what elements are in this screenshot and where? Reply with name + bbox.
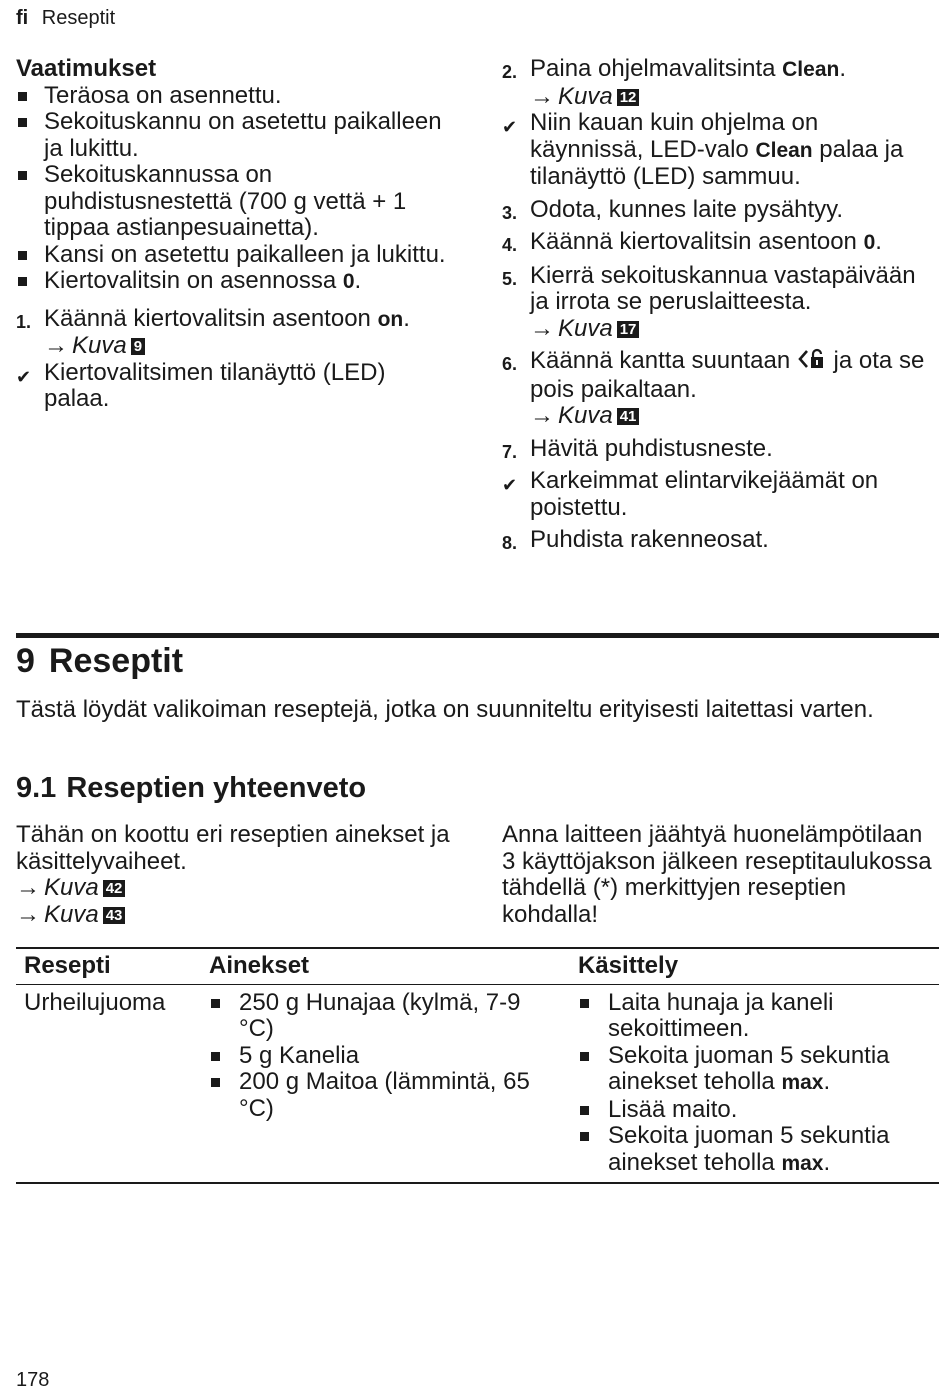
requirement-item: Sekoituskannu on asetettu paikalleen ja lukittu. (16, 109, 456, 162)
bullet-icon (211, 1078, 220, 1087)
figure-badge: 42 (103, 880, 126, 897)
step-number: 7. (502, 441, 518, 462)
ingredients-cell (201, 984, 570, 1183)
bullet-icon (18, 118, 27, 127)
processing-step: Laita hunaja ja kaneli sekoittimeen. (578, 990, 931, 1043)
subsection-number: 9.1 (16, 772, 57, 804)
processing-cell (570, 984, 939, 1183)
bullet-icon (211, 1052, 220, 1061)
bullet-icon (18, 171, 27, 180)
bullet-icon (18, 251, 27, 260)
figure-ref: Kuva (558, 82, 613, 110)
step-8: 8. Puhdista rakenneosat. (502, 527, 937, 554)
left-column (16, 56, 456, 413)
step-number: 4. (502, 235, 518, 255)
speed-setting: max (781, 1071, 824, 1094)
page-header (16, 7, 115, 30)
bullet-icon (211, 999, 220, 1008)
dial-position: on (377, 307, 404, 331)
ingredient-item: 200 g Maitoa (lämmintä, 65 °C) (209, 1069, 562, 1122)
figure-ref: Kuva (558, 314, 613, 342)
requirement-item: Kiertovalitsin on asennossa 0. (16, 268, 456, 296)
figure-ref: Kuva (558, 402, 613, 429)
dial-position: 0 (863, 231, 876, 254)
requirement-item: Sekoituskannussa on puhdistusnestettä (700 g vettä + 1 tippaa astianpesuainetta). (16, 162, 456, 242)
bullet-icon (580, 1106, 589, 1115)
table-row (16, 984, 939, 1183)
step-number: 6. (502, 354, 518, 374)
right-column (502, 56, 937, 554)
dial-position: 0 (342, 270, 355, 293)
recipe-name: Urheilujuoma (16, 984, 201, 1183)
requirement-item: Teräosa on asennettu. (16, 83, 456, 110)
arrow-right-icon: → (44, 332, 68, 359)
section-number: 9 (16, 642, 35, 680)
arrow-right-icon: → (530, 82, 554, 110)
column-header: Käsittely (570, 948, 939, 984)
section-heading (16, 642, 183, 681)
processing-step: Lisää maito. (578, 1097, 931, 1124)
checkmark-icon: ✔ (16, 366, 32, 387)
arrow-right-icon: → (16, 900, 40, 928)
step-4: 4. Käännä kiertovalitsin asentoon 0. (502, 229, 937, 257)
figure-badge: 17 (617, 321, 640, 338)
arrow-right-icon: → (530, 402, 554, 429)
figure-ref: Kuva (72, 332, 127, 359)
arrow-right-icon: → (16, 874, 40, 901)
figure-badge: 41 (617, 408, 640, 425)
step-number: 2. (502, 62, 518, 82)
step-6: 6. Käännä kantta suuntaan ja ota se pois paikaltaan. → Kuva 41 (502, 347, 925, 429)
processing-step: Sekoita juoman 5 sekuntia ainekset teholla max. (578, 1043, 931, 1097)
figure-ref-line (16, 902, 456, 929)
speed-setting: max (781, 1151, 824, 1175)
step-7: 7. Hävitä puhdistusneste. (502, 436, 937, 463)
column-header: Resepti (16, 948, 201, 984)
step-number: 1. (16, 311, 32, 332)
bullet-icon (580, 1132, 589, 1141)
program-key: Clean (755, 138, 813, 162)
bullet-icon (18, 277, 27, 286)
figure-ref-line (16, 875, 456, 902)
figure-badge: 9 (131, 338, 145, 355)
checkmark-icon: ✔ (502, 117, 518, 137)
step-5: 5. Kierrä sekoituskannua vastapäivään ja irrota se peruslaitteesta. → Kuva 17 (502, 261, 916, 342)
program-key: Clean (782, 58, 840, 81)
step-number: 8. (502, 533, 518, 553)
header-section-title: Reseptit (41, 7, 116, 29)
ingredient-item: 5 g Kanelia (209, 1043, 562, 1070)
section-divider (16, 633, 939, 638)
subsection-left-text: Tähän on koottu eri reseptien ainekset ja käsittelyvaiheet. → Kuva 42 → Kuva 43 (16, 822, 456, 928)
figure-ref: Kuva (44, 874, 99, 901)
recipe-table (16, 947, 939, 1184)
ingredient-item: 250 g Hunajaa (kylmä, 7-9 °C) (209, 990, 562, 1043)
section-intro: Tästä löydät valikoiman reseptejä, jotka on suunniteltu erityisesti laitettasi varten. (16, 696, 874, 723)
requirements-title: Vaatimukset (16, 55, 157, 82)
step-1: 1. Käännä kiertovalitsin asentoon on. → Kuva 9 (16, 304, 410, 359)
processing-step: Sekoita juoman 5 sekuntia ainekset teholla max. (578, 1123, 931, 1177)
requirement-item: Kansi on asetettu paikalleen ja lukittu. (16, 242, 456, 269)
step-number: 5. (502, 268, 518, 289)
step-number: 3. (502, 202, 518, 223)
page-number: 178 (16, 1369, 50, 1391)
step-3: 3. Odota, kunnes laite pysähtyy. (502, 197, 937, 224)
step-2-result: ✔ Niin kauan kuin ohjelma on käynnissä, LED-valo Clean palaa ja tilanäyttö (LED) sammuu. (502, 109, 904, 190)
arrow-right-icon: → (530, 314, 554, 342)
figure-badge: 43 (103, 907, 126, 924)
bullet-icon (580, 1052, 589, 1061)
figure-ref: Kuva (44, 900, 99, 928)
checkmark-icon: ✔ (502, 475, 518, 495)
subsection-right-text: Anna laitteen jäähtyä huonelämpötilaan 3 käyttöjakson jälkeen reseptitaulukossa tähdellä (*) merkittyjen reseptien kohdalla! (502, 821, 932, 928)
table-header-row (16, 948, 939, 984)
unlock-arrow-icon (797, 348, 827, 377)
language-code: fi (16, 7, 29, 29)
subsection-heading (16, 772, 366, 805)
step-2: 2. Paina ohjelmavalitsinta Clean. → Kuva 12 (502, 55, 846, 110)
step-1-result: ✔ Kiertovalitsimen tilanäyttö (LED) palaa. (16, 358, 386, 412)
bullet-icon (18, 92, 27, 101)
bullet-icon (580, 999, 589, 1008)
subsection-title: Reseptien yhteenveto (66, 772, 367, 804)
column-header: Ainekset (201, 948, 570, 984)
figure-badge: 12 (617, 89, 640, 106)
step-7-result: ✔ Karkeimmat elintarvikejäämät on poistettu. (502, 467, 879, 521)
section-title: Reseptit (48, 642, 184, 680)
